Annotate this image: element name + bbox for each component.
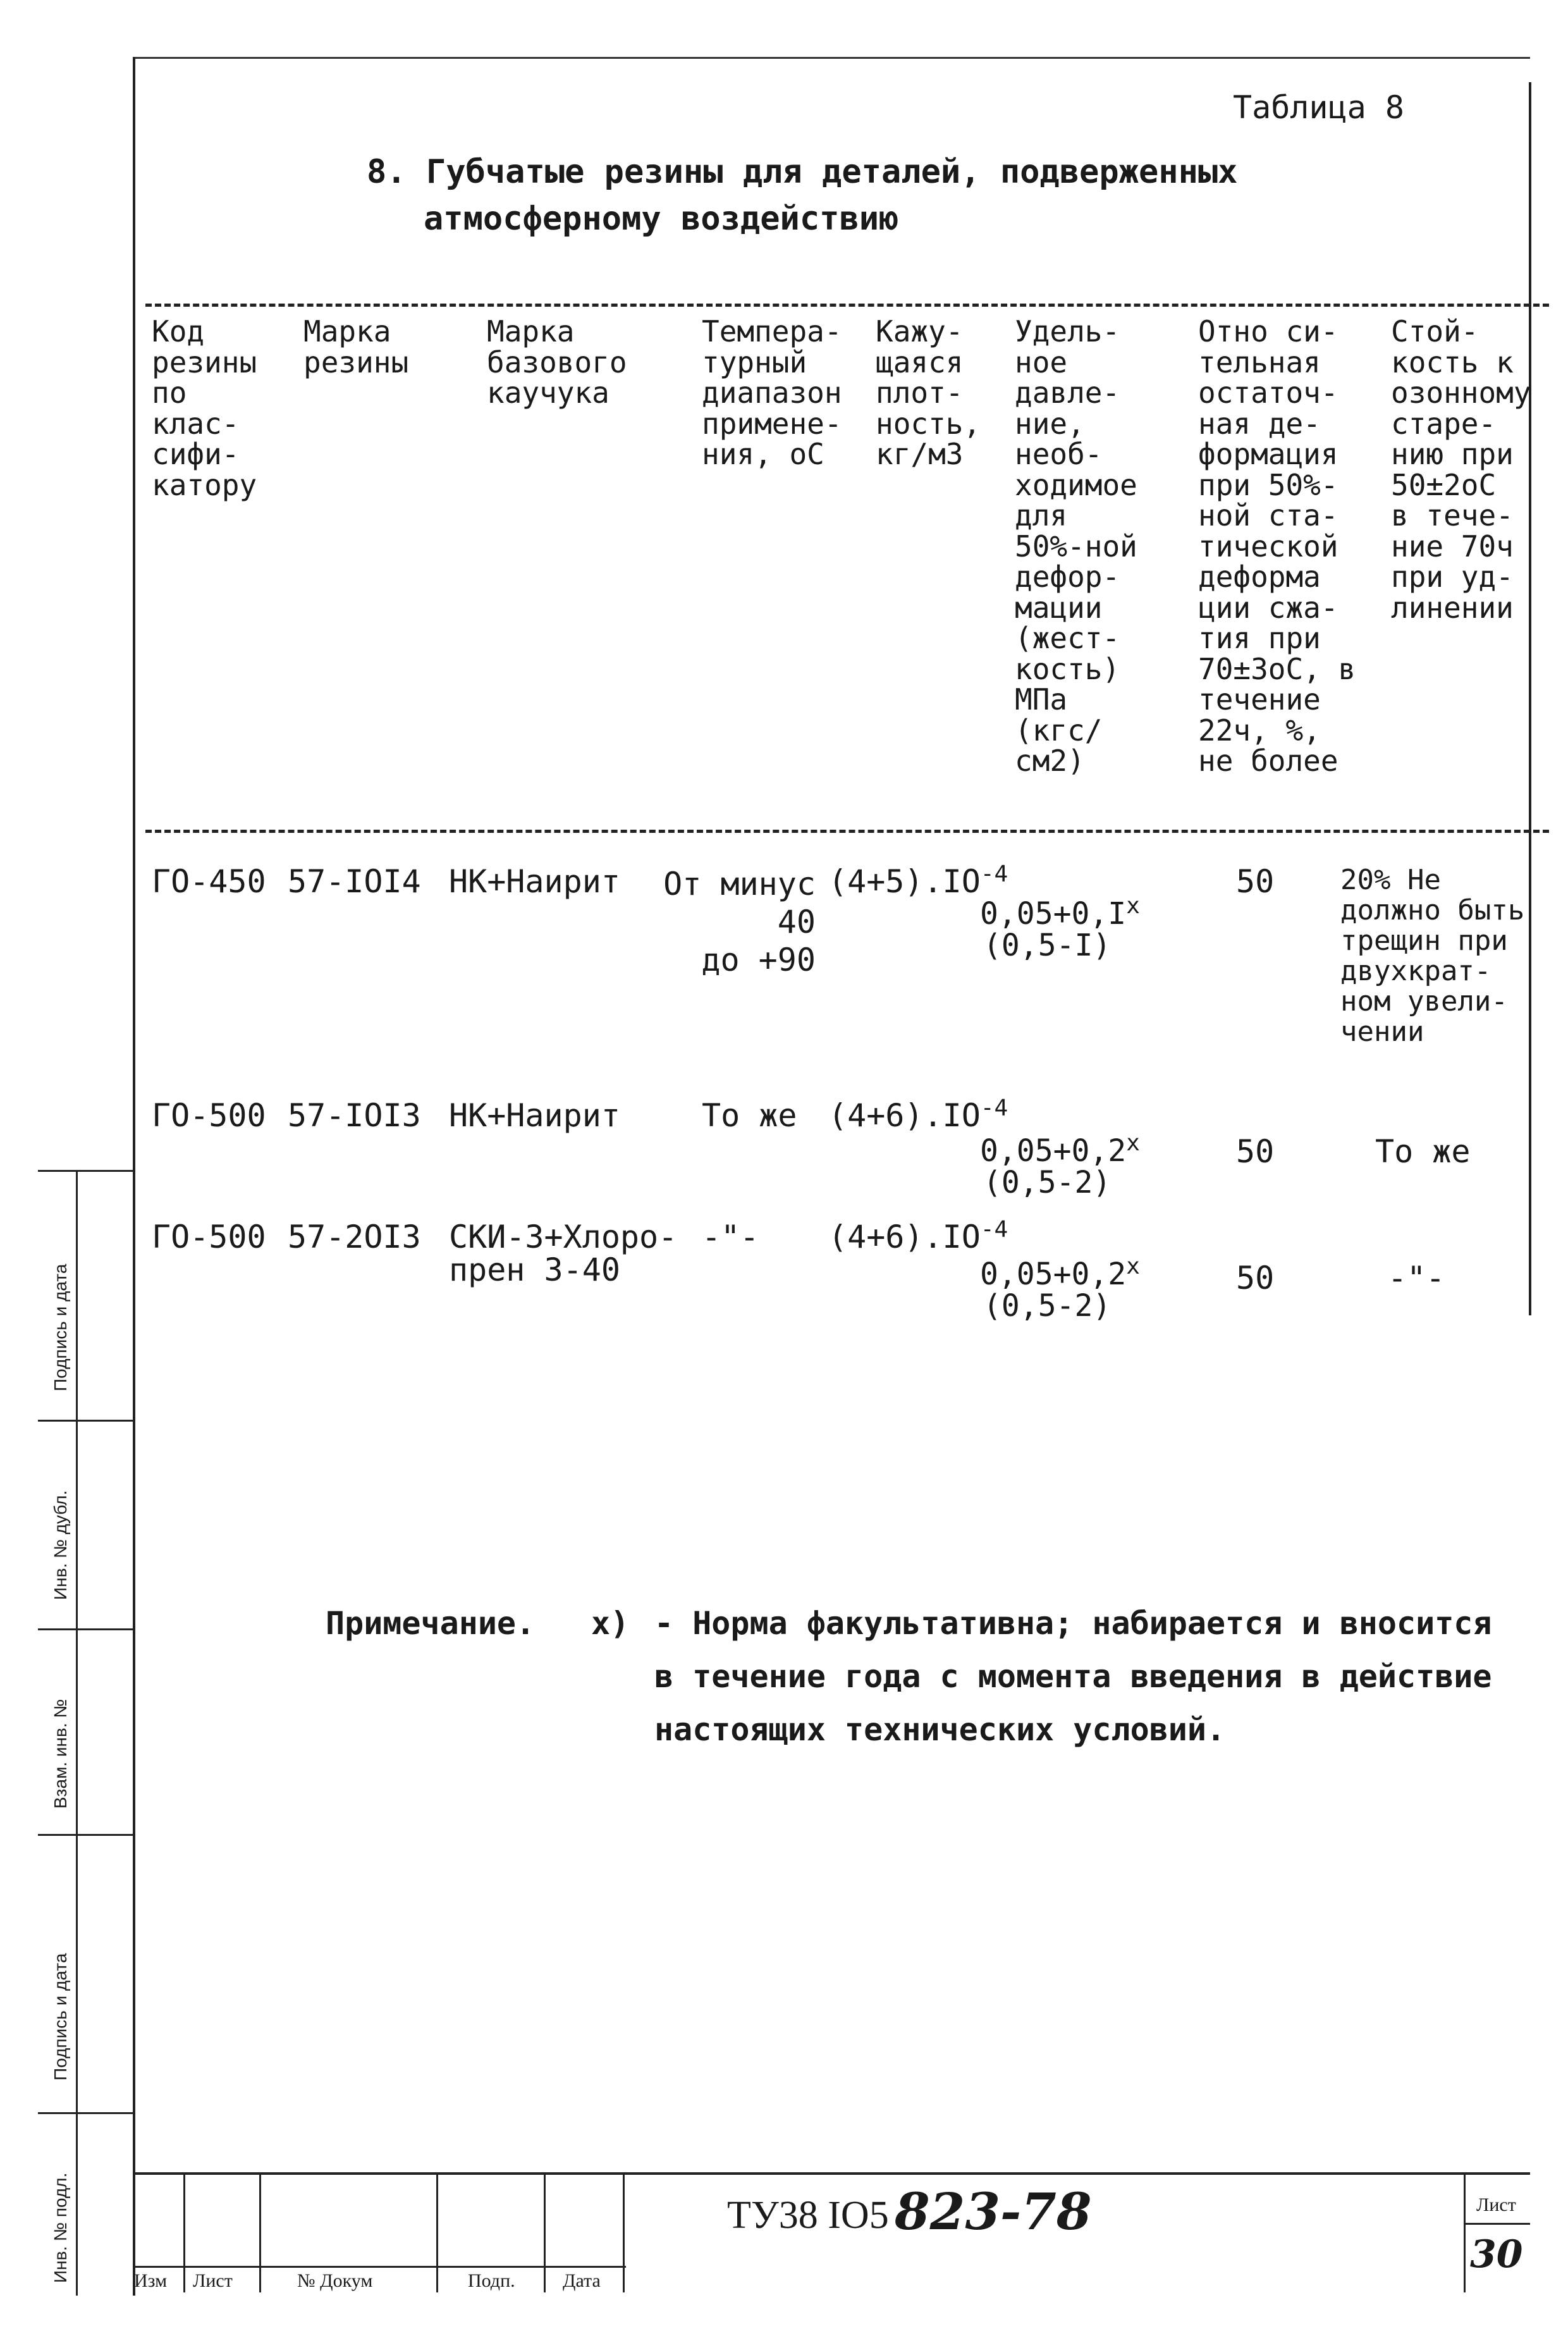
sheet-number: 30 — [1470, 2232, 1523, 2277]
cell-pressure: $0,05+0,I^х$ — [980, 893, 1140, 932]
cell-density: $(4+6).IО^{-4}$ — [828, 1216, 1008, 1255]
cell-compression-set: 50 — [1236, 1260, 1275, 1296]
cell-grade: 57-2ОI3 — [288, 1219, 421, 1255]
column-header-compression-set: Отно си- тельная остаточ- ная де- формация при 50%- ной ста- тической деформа ции сжа- тия при 70±3оС, в течение 22ч, %, не более — [1198, 314, 1356, 778]
title-block-col-line — [183, 2172, 185, 2292]
frame-right-line — [1529, 82, 1531, 1315]
cell-base-rubber: НК+Наирит — [449, 863, 620, 900]
title-block-sign-label: Подп. — [468, 2270, 515, 2291]
cell-ozone: -"- — [1388, 1260, 1445, 1296]
title-block-izm-label: Изм — [134, 2270, 168, 2291]
document-number-handwritten: 823-78 — [895, 2182, 1092, 2241]
stamp-divider — [38, 1834, 133, 1836]
title-block-sheet-line — [1464, 2223, 1530, 2225]
cell-pressure-kgf: (0,5-2) — [983, 1165, 1112, 1200]
title-block-col-line — [1464, 2172, 1466, 2292]
title-block-top-line — [133, 2172, 1530, 2175]
cell-code: ГО-500 — [152, 1097, 266, 1134]
stamp-divider — [38, 2112, 133, 2114]
title-block-col-line — [623, 2172, 625, 2292]
footnote-label: Примечание. — [326, 1605, 536, 1642]
frame-top-line — [133, 57, 1530, 59]
title-block-col-line — [544, 2172, 546, 2292]
title-block-col-line — [259, 2172, 261, 2292]
cell-temperature: -"- — [702, 1219, 759, 1255]
frame-left-line — [133, 57, 135, 2296]
stamp-divider — [76, 1170, 78, 2296]
footnote-marker: х) — [591, 1605, 630, 1642]
cell-density: $(4+5).IО^{-4}$ — [828, 861, 1008, 900]
column-header-ozone-resistance: Стой- кость к озонному старе- нию при 50±2оС в тече- ние 70ч при уд- линении — [1391, 314, 1531, 625]
cell-grade: 57-IОI3 — [288, 1097, 421, 1134]
cell-pressure: $0,05+0,2^х$ — [980, 1253, 1140, 1292]
cell-ozone: 20% Не должно быть трещин при двухкрат- ном увели- чении — [1340, 864, 1525, 1048]
cell-code: ГО-450 — [152, 863, 266, 900]
column-header-code: Код резины по клас- сифи- катору — [152, 314, 257, 502]
stamp-duplicate-inventory: Инв. № дубл. — [51, 1490, 70, 1600]
title-block-row-line — [133, 2266, 626, 2268]
column-header-base-rubber: Марка базового каучука — [487, 314, 627, 410]
title-block-list-label: Лист — [193, 2270, 233, 2291]
table-header-rule — [145, 830, 1549, 833]
cell-compression-set: 50 — [1236, 863, 1275, 900]
stamp-divider — [38, 1628, 133, 1630]
stamp-signature-date-2: Подпись и дата — [51, 1953, 70, 2081]
stamp-replacement-inventory: Взам. инв. № — [51, 1699, 70, 1809]
stamp-divider — [38, 1420, 133, 1422]
section-title-line2: атмосферному воздействию — [424, 200, 899, 238]
title-block-date-label: Дата — [563, 2270, 601, 2291]
footnote-text: - Норма факультативна; набирается и вносится в течение года с момента введения в действие настоящих технических условий. — [654, 1605, 1492, 1748]
title-block-doc-label: № Докум — [297, 2270, 373, 2291]
cell-compression-set: 50 — [1236, 1133, 1275, 1170]
stamp-divider — [38, 1170, 133, 1172]
cell-temperature: От минус 40 до +90 — [663, 866, 816, 978]
cell-ozone: То же — [1375, 1133, 1471, 1170]
cell-code: ГО-500 — [152, 1219, 266, 1255]
column-header-density: Кажу- щаяся плот- ность, кг/м3 — [876, 314, 981, 471]
sheet-label: Лист — [1476, 2194, 1516, 2215]
cell-base-rubber: НК+Наирит — [449, 1097, 620, 1134]
column-header-temperature-range: Темпера- турный диапазон примене- ния, оС — [702, 314, 842, 471]
cell-pressure-kgf: (0,5-I) — [983, 928, 1112, 963]
cell-pressure-kgf: (0,5-2) — [983, 1288, 1112, 1324]
title-block-col-line — [436, 2172, 438, 2292]
section-title-line1: 8. Губчатые резины для деталей, подверженных — [367, 153, 1238, 191]
stamp-original-inventory: Инв. № подл. — [51, 2172, 70, 2283]
cell-density: $(4+6).IО^{-4}$ — [828, 1095, 1008, 1134]
document-code: ТУ38 IО5 — [727, 2194, 889, 2237]
cell-pressure: $0,05+0,2^х$ — [980, 1130, 1140, 1169]
cell-temperature: То же — [702, 1097, 797, 1134]
cell-base-rubber: СКИ-3+Хлоро- прен 3-40 — [449, 1219, 678, 1288]
cell-grade: 57-IОI4 — [288, 863, 421, 900]
stamp-signature-date: Подпись и дата — [51, 1264, 70, 1391]
table-top-rule — [145, 304, 1549, 307]
column-header-grade: Марка резины — [303, 314, 409, 379]
column-header-pressure: Удель- ное давле- ние, необ- ходимое для 50%-ной дефор- мации (жест- кость) МПа (кгс/ см2) — [1015, 314, 1137, 778]
table-label: Таблица 8 — [1233, 89, 1404, 126]
